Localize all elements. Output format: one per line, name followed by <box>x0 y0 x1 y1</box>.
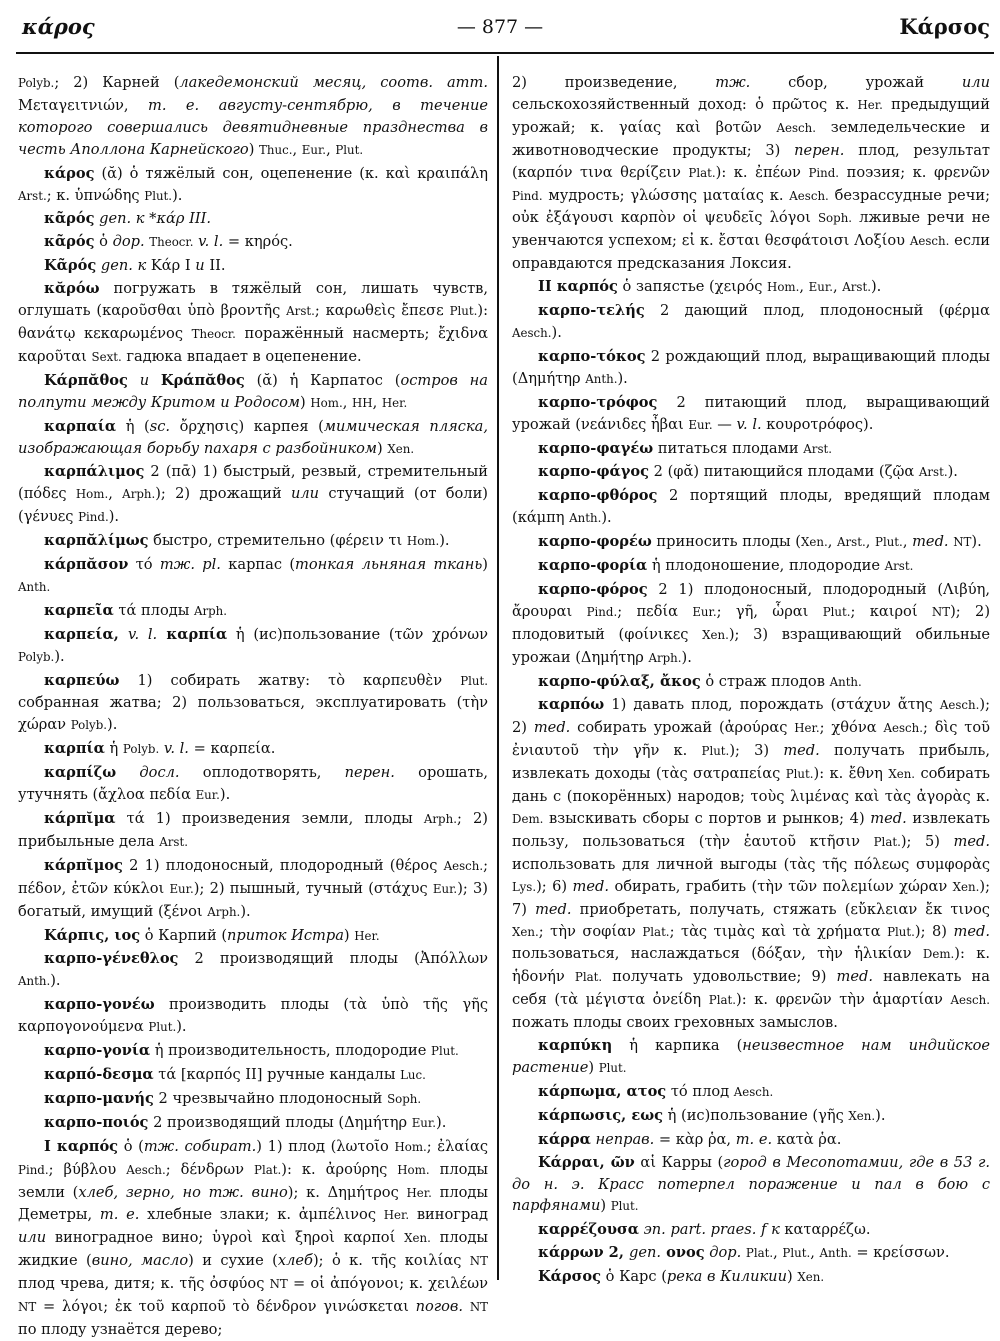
entry-text: ) Xen. <box>787 1268 825 1286</box>
dictionary-entry <box>512 461 990 484</box>
entry-text: ) Her. <box>343 926 380 944</box>
entry-text: хлебные злаки; κ. ἀμπέλινος Her. виноград <box>139 1206 488 1224</box>
entry-italic-text: med. <box>535 900 572 918</box>
dictionary-entry <box>18 762 488 807</box>
entry-text: орошать, утучнять (ἄχλοα πεδία Eur.). <box>18 764 488 804</box>
entry-headword: καρπο-φάγος <box>538 463 650 481</box>
dictionary-entry <box>512 392 990 437</box>
entry-headword: καρπίζω <box>44 764 117 782</box>
entry-text: производить плоды (τὰ ὑπὸ τῆς γῆς καρπογονούμενα Plut.). <box>18 996 488 1036</box>
entry-text: Μεταγειτνιών, <box>18 96 148 114</box>
entry-headword: καρπο-τόκος <box>538 347 646 365</box>
dictionary-entry <box>512 1219 990 1241</box>
entry-text: быстро, стремительно (φέρειν τι Hom.). <box>148 532 450 550</box>
dictionary-entry <box>512 438 990 461</box>
entry-italic-text: перен. <box>794 141 845 159</box>
entry-text: сбор, урожай <box>750 74 962 91</box>
entry-italic-text: v. l. <box>198 233 224 251</box>
dictionary-entry <box>18 670 488 738</box>
entry-headword: ονος <box>661 1244 705 1262</box>
entry-text: собирать урожай (ἀρούρας Her.; χθόνα Aesch.; δὶς τοῦ ἐνιαυτοῦ τὴν γῆν κ. Plut.); 3) <box>512 719 991 760</box>
right-column <box>512 72 991 1286</box>
entry-headword: Κάρσος <box>538 1268 601 1286</box>
entry-text: ἡ Polyb. <box>104 740 160 758</box>
entry-headword: καρπο-τελής <box>538 302 645 320</box>
entry-text: (ᾰ) ἡ Карпатос ( <box>244 371 401 389</box>
dictionary-entry <box>18 530 488 553</box>
entry-italic-text: med. <box>870 810 907 827</box>
dictionary-entry <box>512 1105 990 1128</box>
entry-headword: καρπο-γένεθλος <box>44 950 179 968</box>
entry-headword: καρπεῖα <box>44 601 114 619</box>
entry-text: Polyb.; 2) Карней ( <box>18 74 180 91</box>
dictionary-entry <box>18 1136 488 1341</box>
dictionary-entry <box>18 738 488 761</box>
page-number: — 877 — <box>456 16 544 38</box>
entry-text: ) Thuc., Eur., Plut. <box>248 140 364 158</box>
entry-headword: Κράπᾰθος <box>160 371 245 389</box>
entry-headword: κάρρων 2, <box>538 1244 629 1262</box>
dictionary-entry <box>18 1064 488 1087</box>
entry-headword: καρπία <box>44 740 105 758</box>
entry-headword: καρπάλιμος <box>44 463 145 481</box>
entry-italic-text: med. <box>836 968 873 986</box>
entry-text: NT). <box>953 533 982 551</box>
entry-text: навлекать на себя (τὰ μέγιστα ὀνείδη Plat.): κ. φρενῶν τὴν ἁμαρτίαν Aesch. пожать плоды своих греховных замыслов. <box>512 968 990 1032</box>
entry-headword: καρπαία <box>44 417 117 435</box>
dictionary-entry <box>512 1152 990 1219</box>
left-column <box>18 72 489 1338</box>
dictionary-entry <box>18 600 488 623</box>
entry-italic-text: мимическая пляска, изображающая борьбу пахаря с разбойником <box>18 417 489 457</box>
dictionary-entry <box>18 163 488 208</box>
dictionary-entry <box>18 416 488 461</box>
entry-text: питаться плодами Arst. <box>653 439 832 457</box>
header-rule <box>16 52 994 54</box>
entry-text: κουροτρόφος). <box>761 415 874 433</box>
entry-text: 2 производящий плоды (Ἀπόλλων Anth.). <box>18 950 488 990</box>
entry-text: κατὰ ῥα. <box>772 1130 842 1148</box>
dictionary-entry <box>18 624 488 669</box>
entry-text: плод, результат (καρπόν τινα θερίζειν Plat.): κ. ἐπέων Pind. поэзия; κ. φρενῶν Pind. мудрость; γλώσσης ματαίας κ. Aesch. безрассудные речи; οὐκ ἐξάγουσι καρπὸν οἱ ψευδεῖς λόγοι Soph. лживые речи не увенчаются успехом; εἰ κ. ἔσται θεσφάτοισι Λοξίου Aesch. если оправдаются предсказания Локсия. <box>512 141 990 273</box>
entry-italic-text: тж. собират. <box>143 1137 257 1155</box>
entry-italic-text: med. <box>953 922 990 940</box>
dictionary-entry <box>512 276 990 299</box>
entry-text: (ᾰ) ὁ тяжёлый сон, оцепенение (κ. καὶ κραιπάλη Arst.; κ. ὑπνώδης Plut.). <box>18 164 488 204</box>
dictionary-entry <box>512 1266 990 1289</box>
entry-text: стучащий (от боли) (γένυες Pind.). <box>18 485 488 526</box>
entry-headword: κάρπῐμα <box>44 810 116 827</box>
entry-text: 2 рождающий плод, выращивающий плоды (Δημήτηρ Anth.). <box>512 347 990 387</box>
entry-text: ὁ запястье (χειρός Hom., Eur., Arst.). <box>617 278 882 296</box>
entry-italic-text: med. <box>912 533 949 551</box>
entry-text: τό плод Aesch. <box>666 1082 774 1100</box>
entry-italic-text: досл. <box>116 764 180 782</box>
entry-text: ὁ Карс ( <box>601 1268 667 1286</box>
entry-text: τά 1) произведения земли, плоды Arph.; 2) прибыльные дела Arst. <box>18 810 488 850</box>
entry-text: Κάρ I <box>146 257 196 275</box>
entry-italic-text: sc. <box>149 417 171 435</box>
entry-text: карпас ( <box>220 556 296 574</box>
dictionary-entry <box>18 255 488 277</box>
entry-text: обирать, грабить (τὴν τῶν πολεμίων χώραν Xen.); 7) <box>512 877 990 918</box>
entry-text: ὁ Карпий ( <box>140 926 228 944</box>
entry-text: ἡ плодоношение, плодородие Arst. <box>647 557 914 575</box>
entry-text: ) Hom., HH, Her. <box>300 393 408 411</box>
entry-text: = κηρός. <box>223 233 293 251</box>
entry-text: ) Plut. <box>588 1058 627 1076</box>
entry-text: Plat., Plut., Anth. = κρείσσων. <box>745 1244 950 1262</box>
entry-italic-text: или <box>18 1229 47 1247</box>
entry-headword: καρπύκη <box>538 1037 613 1055</box>
dictionary-entry <box>18 278 488 369</box>
dictionary-entry <box>18 855 488 924</box>
entry-headword: καρρέζουσα <box>538 1221 639 1239</box>
dictionary-entry <box>18 370 488 415</box>
entry-headword: κάρρα <box>538 1130 591 1148</box>
entry-text: αἱ Карры ( <box>634 1153 724 1171</box>
entry-text: Theocr. <box>149 235 194 250</box>
dictionary-entry <box>18 808 488 854</box>
entry-text: ) и сухие ( <box>188 1252 278 1270</box>
entry-headword: καρπο-φορέω <box>538 533 652 551</box>
dictionary-entry <box>512 531 990 554</box>
dictionary-entry <box>512 671 990 694</box>
dictionary-entry <box>18 925 488 948</box>
entry-italic-text: остров на полпути между Критом и Родосом <box>18 371 488 411</box>
entry-text: оплодотворять, <box>179 764 345 782</box>
entry-text: использовать для личной выгоды (τὰς τῆς πόλεως συμφορὰς Lys.); 6) <box>512 855 990 895</box>
entry-headword: Κάρπις, ιος <box>44 926 141 944</box>
entry-headword: καρπᾰλίμως <box>44 532 149 550</box>
entry-text: τά [καρπός II] ручные кандалы Luc. <box>153 1065 426 1083</box>
entry-headword: κᾶρός <box>44 233 95 251</box>
dictionary-entry <box>512 72 990 275</box>
entry-headword: καρπο-φαγέω <box>538 439 654 457</box>
dictionary-entry <box>18 231 488 254</box>
entry-headword: καρπο-γονία <box>44 1042 151 1060</box>
entry-headword: καρπο-φθόρος <box>538 487 658 505</box>
entry-text: ὄρχησις) карпея ( <box>170 417 324 435</box>
page-header <box>0 0 1000 52</box>
entry-italic-text: неизвестное нам индийское растение <box>512 1037 990 1076</box>
header-right-word: Κάρσος <box>899 14 990 39</box>
dictionary-entry <box>18 1088 488 1111</box>
dictionary-entry <box>512 694 990 1034</box>
entry-text: 2 дающий плод, плодоносный (φέρμα Aesch.). <box>512 302 990 341</box>
entry-text: 1) давать плод, порождать (στάχυν ἄτης Aesch.); 2) <box>512 696 990 737</box>
entry-italic-text: лакедемонский месяц, соотв. атт. <box>179 74 488 91</box>
column-divider <box>497 56 499 1280</box>
entry-italic-text: или <box>290 485 320 503</box>
entry-text: ἡ ( <box>116 417 150 435</box>
entry-text: погружать в тяжёлый сон, лишать чувств, оглушать (καροῦσθαι ὑπὸ βροντῆς Arst.; καρωθεὶς ἔπεσε Plut.): θανάτῳ κεκαρωμένος Theocr. поражённый насмерть; ἔχιδνα καροῦται Sext. гадюка впадает в оцепенение. <box>18 280 488 365</box>
entry-italic-text: и <box>127 371 161 389</box>
dictionary-entry <box>18 208 488 230</box>
entry-text: ἡ (ис)пользование (τῶν χρόνων Polyb.). <box>18 625 488 665</box>
entry-italic-text: gen. к *κάρ III. <box>94 210 212 228</box>
entry-italic-text: med. <box>953 832 990 850</box>
entry-italic-text: v. l. <box>163 740 189 758</box>
dictionary-entry <box>18 461 488 529</box>
entry-headword: κάρπωσις, εως <box>538 1106 663 1124</box>
entry-italic-text: река в Киликии <box>666 1268 787 1286</box>
dictionary-entry <box>18 72 488 162</box>
entry-italic-text: т. е. августу-сентябрю, в течение которого совершались девятидневные празднества в честь Аполлона Карнейского <box>18 96 489 158</box>
entry-headword: καρπο-ποιός <box>44 1113 149 1131</box>
dictionary-entry <box>18 948 488 993</box>
entry-text: ἡ производительность, плодородие Plut. <box>150 1042 459 1060</box>
entry-italic-text: город в Месопотамии, где в 53 г. до н. э. Красс потерпел поражение и пал в бою с парфянами <box>512 1153 990 1215</box>
entry-text: NT по плоду узнаётся дерево; <box>18 1300 489 1338</box>
entry-headword: κᾰρόω <box>44 280 100 298</box>
entry-headword: καρπία <box>157 625 228 643</box>
entry-text: ἡ (ис)пользование (γῆς Xen.). <box>662 1106 886 1124</box>
entry-italic-text: тж. <box>715 74 751 91</box>
entry-text: 2 производящий плоды (Δημήτηρ Eur.). <box>148 1113 447 1131</box>
dictionary-entry <box>512 555 990 578</box>
entry-headword: καρπο-φορία <box>538 557 648 575</box>
entry-headword: κάρπᾰσον <box>44 556 129 574</box>
entry-text: 2) произведение, <box>512 74 716 91</box>
entry-text: 2 (φᾰ) питающийся плодами (ζῷα Arst.). <box>649 463 958 481</box>
entry-text: виноградное вино; ὑγροὶ καὶ ξηροὶ καρποί Xen. плоды жидкие ( <box>18 1229 488 1270</box>
dictionary-entry <box>512 485 990 530</box>
entry-italic-text: неправ. <box>590 1130 655 1148</box>
dictionary-entry <box>512 1242 990 1265</box>
entry-text: получать прибыль, извлекать доходы (τὰς σατραπείας Plut.): κ. ἔθνη Xen. собирать дань с (покорённых) народов; τοὺς λιμένας καὶ τὰς ἀγορὰς κ. Dem. взыскивать сборы с портов и рынков; 4) <box>512 742 990 827</box>
entry-headword: κᾶρός <box>44 210 95 228</box>
entry-text: извлекать пользу, пользоваться (τὴν ἑαυτοῦ κτῆσιν Plat.); 5) <box>512 810 990 850</box>
entry-text: 2 чрезвычайно плодоносный Soph. <box>153 1089 422 1107</box>
entry-text: 2 1) плодоносный, плодородный (θέρος Aesch.; πέδον, ἐτῶν κύκλοι Eur.); 2) пышный, тучный (στάχυς Eur.); 3) богатый, имущий (ξένοι Arph.). <box>18 856 488 920</box>
dictionary-entry <box>18 1112 488 1135</box>
dictionary-entry <box>512 300 990 345</box>
entry-headword: καρπόω <box>538 696 605 714</box>
entry-headword: Κάρπᾰθος <box>44 371 128 389</box>
entry-italic-text: тонкая льняная ткань <box>295 556 483 574</box>
entry-italic-text: тж. pl. <box>159 556 221 574</box>
entry-italic-text: погов. <box>415 1298 464 1316</box>
entry-text: τά плоды Arph. <box>113 601 228 619</box>
entry-text: II. <box>204 257 226 275</box>
entry-text: приносить плоды (Xen., Arst., Plut., <box>651 533 913 551</box>
entry-text: ) Xen. <box>377 439 415 457</box>
entry-italic-text: или <box>961 74 990 91</box>
dictionary-entry <box>512 1129 990 1151</box>
entry-headword: II καρπός <box>538 278 618 296</box>
header-left-word: κάρος <box>22 14 95 39</box>
entry-headword: καρπεύω <box>44 671 120 689</box>
entry-italic-text: gen. к <box>96 257 147 275</box>
entry-italic-text: вино, масло <box>91 1252 189 1270</box>
entry-text: ) Plut. <box>600 1197 639 1215</box>
dictionary-entry <box>18 554 488 599</box>
entry-italic-text: gen. <box>629 1244 662 1262</box>
entry-headword: κάρπωμα, ατος <box>538 1082 667 1100</box>
entry-text: 2 портящий плоды, вредящий плодам (κάμπη Anth.). <box>512 487 990 527</box>
entry-text: ὁ ( <box>118 1137 144 1155</box>
entry-italic-text: v. l. <box>736 415 762 433</box>
entry-italic-text: приток Истра <box>227 926 344 944</box>
entry-text: τό <box>128 556 160 574</box>
entry-text: ); ὁ κ. τῆς κοιλίας NT плод чрева, дитя; κ. τῆς ὀσφύος NT = οἱ ἀπόγονοι; κ. χειλέων NT = λόγοι; ἐκ τοῦ καρποῦ τὸ δένδρον γινώσκεται <box>18 1252 488 1316</box>
entry-headword: καρπεία, <box>44 625 128 643</box>
dictionary-entry <box>512 346 990 391</box>
entry-text: сельскохозяйственный доход: ὁ πρῶτος κ. Her. предыдущий урожай; κ. γαίας καὶ βοτῶν Aesch. земледельческие и животноводческие продукты; 3) <box>512 95 990 159</box>
entry-italic-text: хлеб <box>277 1252 313 1270</box>
dictionary-entry <box>512 1081 990 1104</box>
entry-headword: καρπο-φύλαξ, ἄκος <box>538 672 701 690</box>
entry-headword: Κάρραι, ῶν <box>538 1153 635 1171</box>
entry-text: ); κ. Δημήτρος Her. плоды Деметры, <box>18 1183 488 1224</box>
entry-headword: καρπο-φόρος <box>538 580 648 598</box>
entry-headword: καρπό-δεσμα <box>44 1065 154 1083</box>
entry-italic-text: и <box>195 257 205 275</box>
entry-text: 2 1) плодоносный, плодородный (Λιβύη, ἄρουραι Pind.; πεδία Eur.; γῆ, ὧραι Plut.; καιροί NT); 2) плодовитый (φοίνικες Xen.); 3) взращивающий обильные урожаи (Δημήτηρ Arph.). <box>512 580 991 666</box>
entry-headword: Κᾶρός <box>44 257 97 275</box>
entry-text: ) 1) плод (λωτοῖο Hom.; ἐλαίας Pind.; βύβλου Aesch.; δένδρων Plat.): κ. ἀρούρης Hom. плоды земли ( <box>18 1137 488 1201</box>
entry-text: καταρρέζω. <box>779 1221 871 1239</box>
entry-headword: καρπο-μανής <box>44 1089 154 1107</box>
entry-text: приобретать, получать, стяжать (εὔκλειαν ἔκ τινος Xen.; τὴν σοφίαν Plat.; τὰς τιμὰς καὶ τὰ χρήματα Plut.); 8) <box>512 900 990 940</box>
entry-text: ἡ карпика ( <box>612 1037 743 1055</box>
entry-text: ὁ страж плодов Anth. <box>700 672 862 690</box>
entry-italic-text: med. <box>533 719 571 737</box>
entry-text: пользоваться, наслаждаться (δόξαν, τὴν ἡλικίαν Dem.): κ. ἡδονήν Plat. получать удовольствие; 9) <box>512 945 990 986</box>
entry-text: 2 питающий плод, выращивающий урожай (νεάνιδες ἦβαι Eur. — <box>512 393 990 433</box>
entry-italic-text: перен. <box>344 764 395 782</box>
entry-italic-text: эп. part. praes. f к <box>638 1221 780 1239</box>
entry-headword: κάρπῐμος <box>44 856 123 874</box>
entry-italic-text: т. е. <box>99 1206 140 1224</box>
entry-text: 1) собирать жатву: τὸ καρπευθὲν Plut. собранная жатва; 2) пользоваться, эксплуатировать (τὴν χώραν Polyb.). <box>18 671 488 734</box>
dictionary-entry <box>18 994 488 1039</box>
entry-italic-text: v. l. <box>127 625 158 643</box>
entry-italic-text: дор. <box>704 1244 742 1262</box>
entry-italic-text: т. е. <box>735 1130 773 1148</box>
entry-italic-text: хлеб, зерно, но тж. вино <box>78 1183 288 1201</box>
entry-headword: καρπο-τρόφος <box>538 393 658 411</box>
entry-headword: I καρπός <box>44 1137 119 1155</box>
entry-italic-text: med. <box>783 742 820 760</box>
entry-text: 2 (πᾱ) 1) быстрый, резвый, стремительный (πόδες Hom., Arph.); 2) дрожащий <box>18 463 488 503</box>
entry-text: = καρπεία. <box>188 740 276 758</box>
dictionary-entry <box>512 1035 990 1080</box>
entry-text: ὁ <box>94 233 113 251</box>
entry-headword: καρπο-γονέω <box>44 996 155 1014</box>
entry-text: = κὰρ ῥα, <box>654 1130 736 1148</box>
entry-italic-text: дор. <box>112 233 145 251</box>
entry-italic-text: med. <box>572 877 610 895</box>
entry-headword: κάρος <box>44 164 95 182</box>
dictionary-entry <box>512 579 990 670</box>
entry-text: ) Anth. <box>18 556 488 594</box>
dictionary-entry <box>18 1040 488 1063</box>
